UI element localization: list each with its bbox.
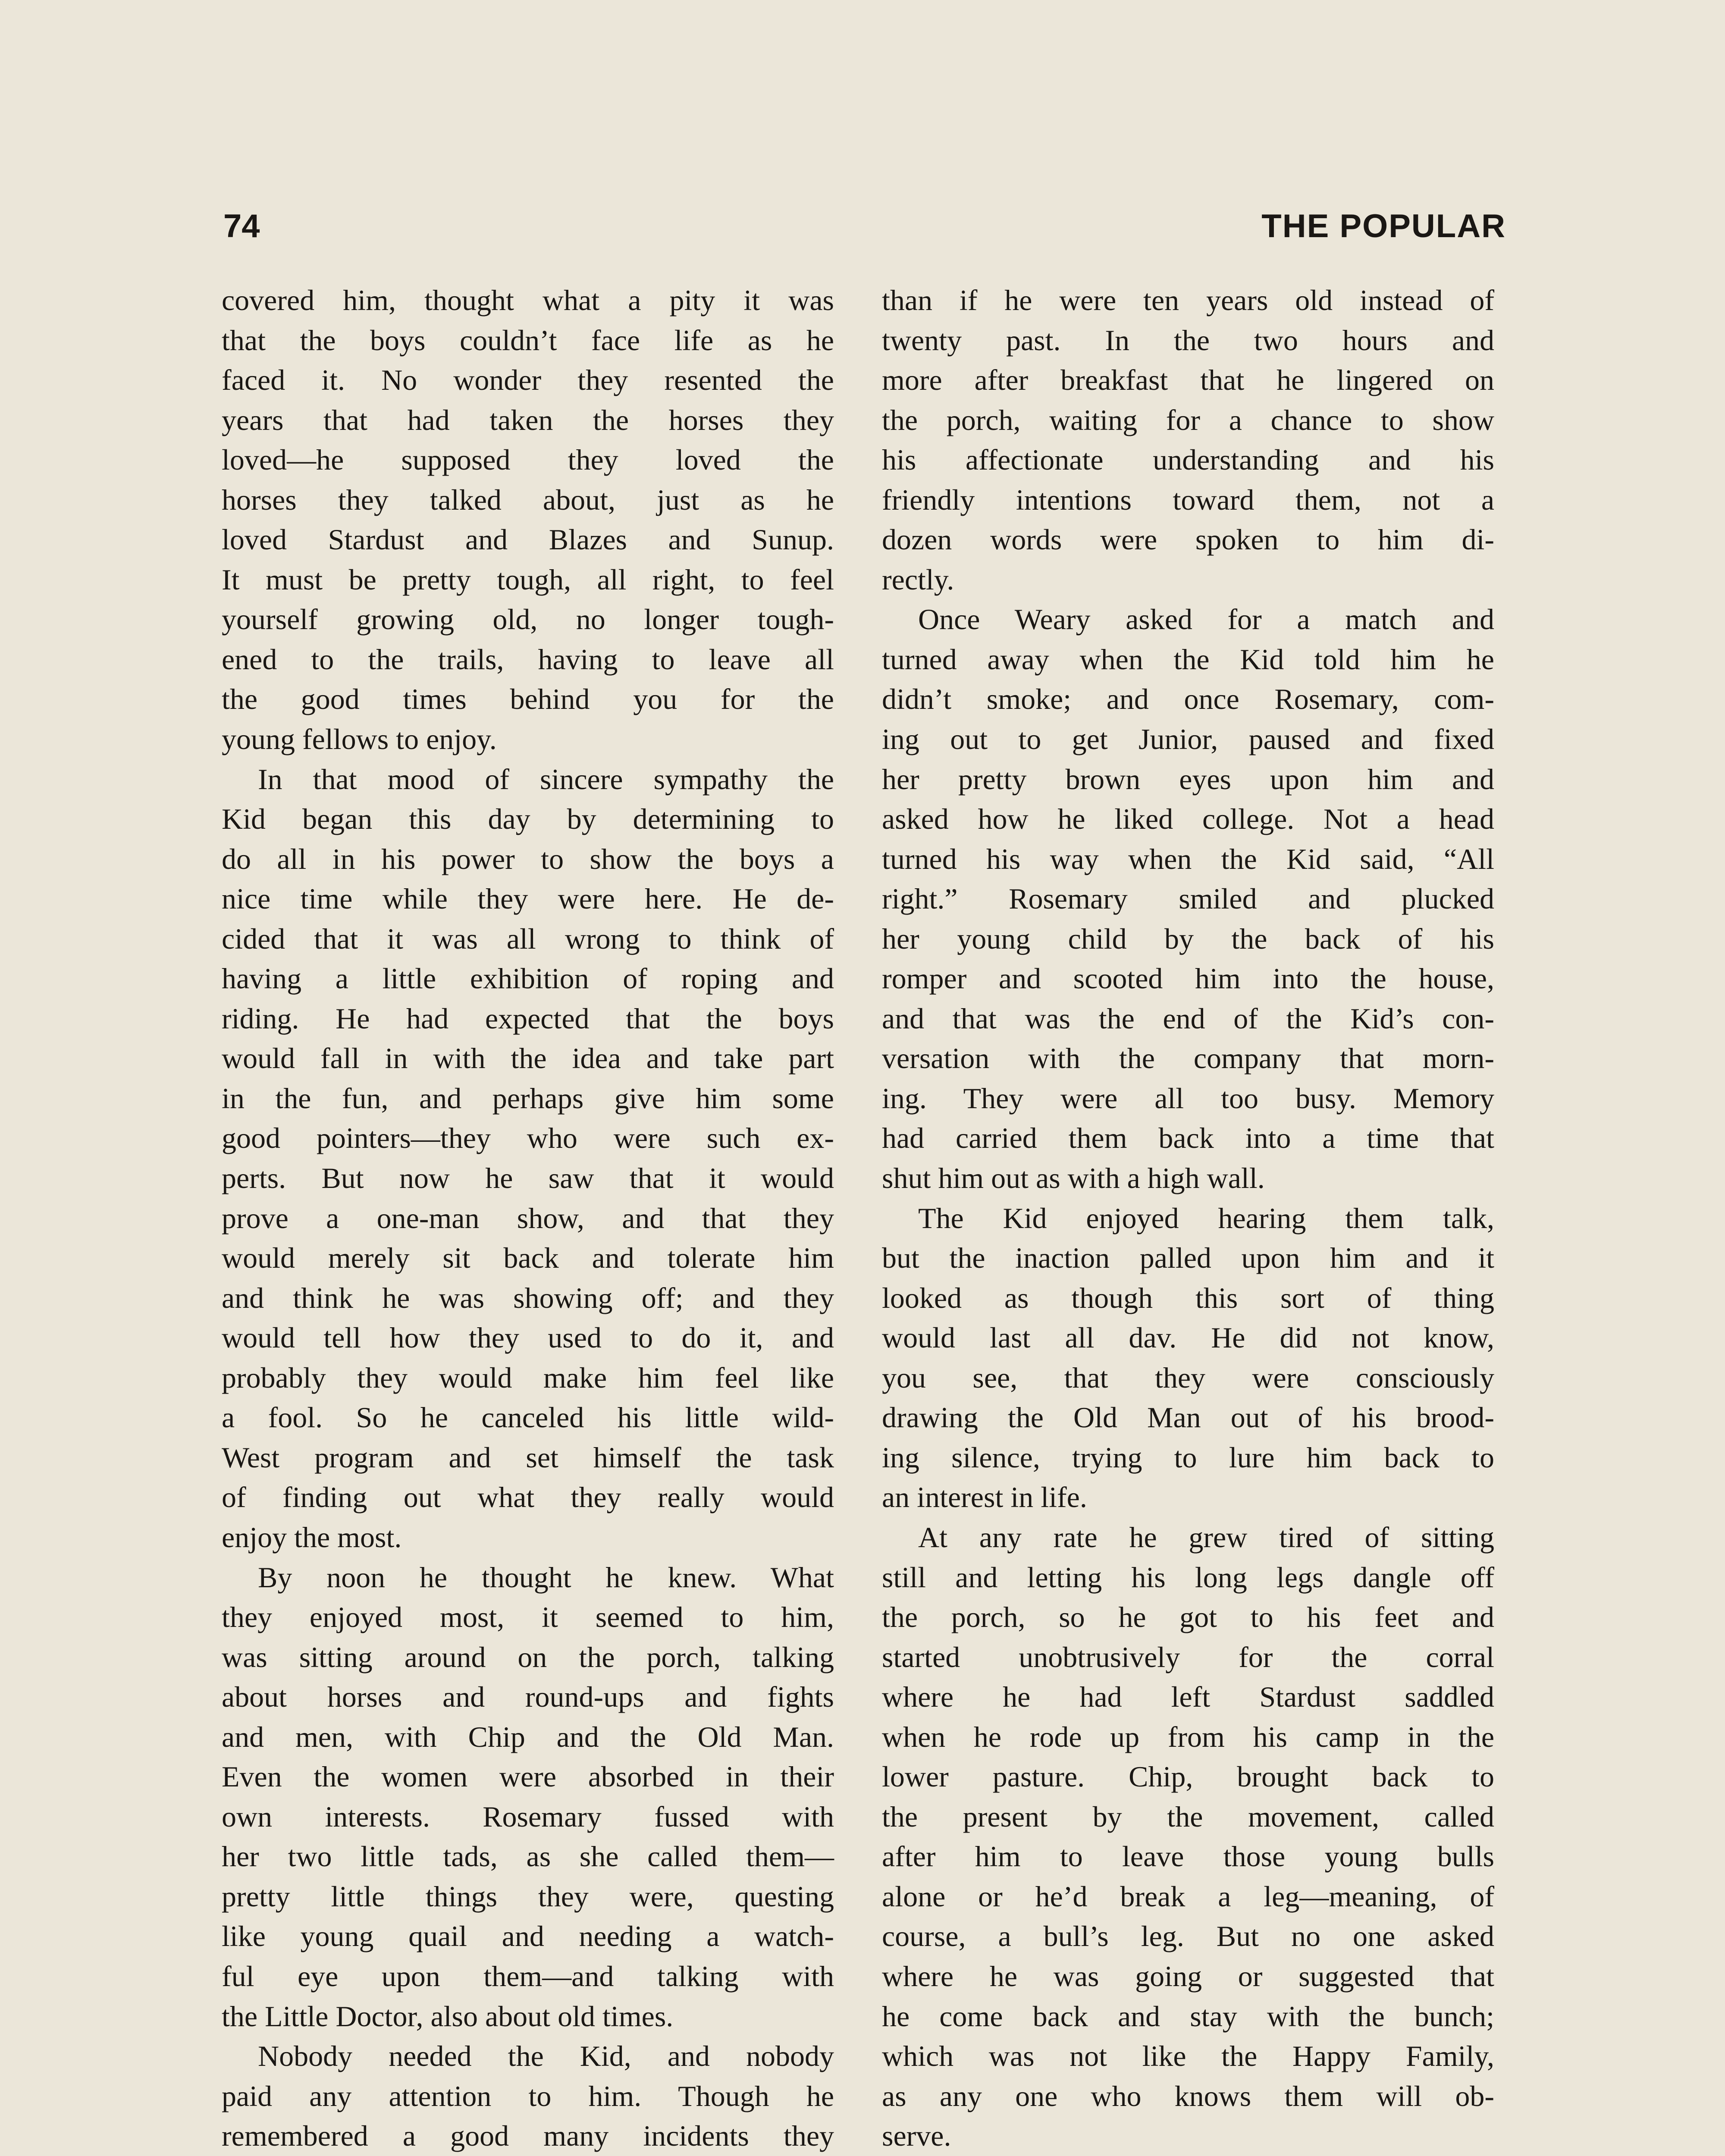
text-line: The Kid enjoyed hearing them talk, [918,1201,1494,1235]
text-line: probably they would make him feel like [222,1361,834,1394]
text-line: didn’t smoke; and once Rosemary, com- [882,683,1494,716]
text-line: where he was going or suggested that [882,1959,1494,1993]
text-line: It must be pretty tough, all right, to feel [222,563,834,596]
text-line: riding. He had expected that the boys [222,1002,834,1035]
text-line: ing silence, trying to lure him back to [882,1441,1494,1474]
running-head: THE POPULAR [1261,208,1506,244]
text-line: twenty past. In the two hours and [882,323,1494,357]
text-line: an interest in life. [882,1481,1087,1514]
text-line: nice time while they were here. He de- [222,882,834,915]
text-line: Once Weary asked for a match and [918,603,1494,636]
text-line: ened to the trails, having to leave all [222,642,834,676]
text-line: which was not like the Happy Family, [882,2040,1494,2073]
text-line: lower pasture. Chip, brought back to [882,1760,1494,1793]
text-line: her pretty brown eyes upon him and [882,762,1494,796]
text-line: do all in his power to show the boys a [222,842,834,875]
page-number: 74 [223,208,260,244]
text-line: like young quail and needing a watch- [222,1920,834,1953]
text-line: you see, that they were consciously [882,1361,1494,1394]
text-line: he come back and stay with the bunch; [882,1999,1494,2033]
text-line: paid any attention to him. Though he [222,2079,834,2112]
text-line: course, a bull’s leg. But no one asked [882,1920,1494,1953]
text-line: West program and set himself the task [222,1441,834,1474]
text-line: more after breakfast that he lingered on [882,364,1494,397]
text-line: own interests. Rosemary fussed with [222,1800,834,1833]
text-line: and men, with Chip and the Old Man. [222,1720,834,1753]
text-line: and think he was showing off; and they [222,1281,834,1314]
text-line: yourself growing old, no longer tough- [222,603,834,636]
text-line: would last all dav. He did not know, [882,1321,1494,1354]
text-line: was sitting around on the porch, talking [222,1640,834,1673]
text-line: in the fun, and perhaps give him some [222,1081,834,1115]
text-line: as any one who knows them will ob- [882,2079,1494,2112]
text-line: loved Stardust and Blazes and Sunup. [222,523,834,556]
text-line: her young child by the back of his [882,922,1494,955]
text-line: than if he were ten years old instead of [882,284,1494,317]
text-column-right [882,280,1494,2156]
text-line: his affectionate understanding and his [882,443,1494,476]
text-line: romper and scooted him into the house, [882,962,1494,995]
text-line: about horses and round-ups and fights [222,1680,834,1714]
text-line: young fellows to enjoy. [222,723,497,756]
text-line: Kid began this day by determining to [222,802,834,836]
text-line: that the boys couldn’t face life as he [222,323,834,357]
text-line: had carried them back into a time that [882,1122,1494,1155]
text-line: In that mood of sincere sympathy the [258,762,834,796]
text-line: ing. They were all too busy. Memory [882,1081,1494,1115]
text-line: Even the women were absorbed in their [222,1760,834,1793]
text-line: turned away when the Kid told him he [882,642,1494,676]
text-line: where he had left Stardust saddled [882,1680,1494,1714]
text-line: horses they talked about, just as he [222,483,834,516]
text-line: they enjoyed most, it seemed to him, [222,1601,834,1634]
text-line: of finding out what they really would [222,1481,834,1514]
text-line: the present by the movement, called [882,1800,1494,1833]
text-line: loved—he supposed they loved the [222,443,834,476]
text-line: versation with the company that morn- [882,1042,1494,1075]
text-line: right.” Rosemary smiled and plucked [882,882,1494,915]
text-line: friendly intentions toward them, not a [882,483,1494,516]
text-line: would tell how they used to do it, and [222,1321,834,1354]
text-line: enjoy the most. [222,1520,402,1554]
text-line: would merely sit back and tolerate him [222,1241,834,1275]
text-line: looked as though this sort of thing [882,1281,1494,1314]
text-line: asked how he liked college. Not a head [882,802,1494,836]
text-line: the Little Doctor, also about old times. [222,1999,674,2033]
text-line: shut him out as with a high wall. [882,1162,1265,1195]
text-line: prove a one-man show, and that they [222,1201,834,1235]
text-line: when he rode up from his camp in the [882,1720,1494,1753]
text-line: started unobtrusively for the corral [882,1640,1494,1673]
text-line: rectly. [882,563,954,596]
text-line: Nobody needed the Kid, and nobody [258,2040,834,2073]
text-line: the porch, waiting for a chance to show [882,403,1494,436]
text-line: At any rate he grew tired of sitting [918,1520,1494,1554]
text-line: the good times behind you for the [222,683,834,716]
text-line: drawing the Old Man out of his brood- [882,1401,1494,1434]
text-line: years that had taken the horses they [222,403,834,436]
text-line: and that was the end of the Kid’s con- [882,1002,1494,1035]
text-line: alone or he’d break a leg—meaning, of [882,1880,1494,1913]
text-line: pretty little things they were, questing [222,1880,834,1913]
text-line: ing out to get Junior, paused and fixed [882,723,1494,756]
text-line: having a little exhibition of roping and [222,962,834,995]
text-line: cided that it was all wrong to think of [222,922,834,955]
text-line: serve. [882,2119,951,2153]
text-line: would fall in with the idea and take part [222,1042,834,1075]
text-line: after him to leave those young bulls [882,1840,1494,1873]
text-line: the porch, so he got to his feet and [882,1601,1494,1634]
text-line: By noon he thought he knew. What [258,1561,834,1594]
text-line: her two little tads, as she called them— [222,1840,834,1873]
text-line: a fool. So he canceled his little wild- [222,1401,834,1434]
text-line: good pointers—they who were such ex- [222,1122,834,1155]
text-line: but the inaction palled upon him and it [882,1241,1494,1275]
text-line: still and letting his long legs dangle off [882,1561,1494,1594]
text-line: faced it. No wonder they resented the [222,364,834,397]
text-line: dozen words were spoken to him di- [882,523,1494,556]
page-header [223,203,1506,250]
text-column-left [222,280,834,2156]
text-line: covered him, thought what a pity it was [222,284,834,317]
text-line: turned his way when the Kid said, “All [882,842,1494,875]
text-line: remembered a good many incidents they [222,2119,834,2153]
text-line: ful eye upon them—and talking with [222,1959,834,1993]
text-line: perts. But now he saw that it would [222,1162,834,1195]
